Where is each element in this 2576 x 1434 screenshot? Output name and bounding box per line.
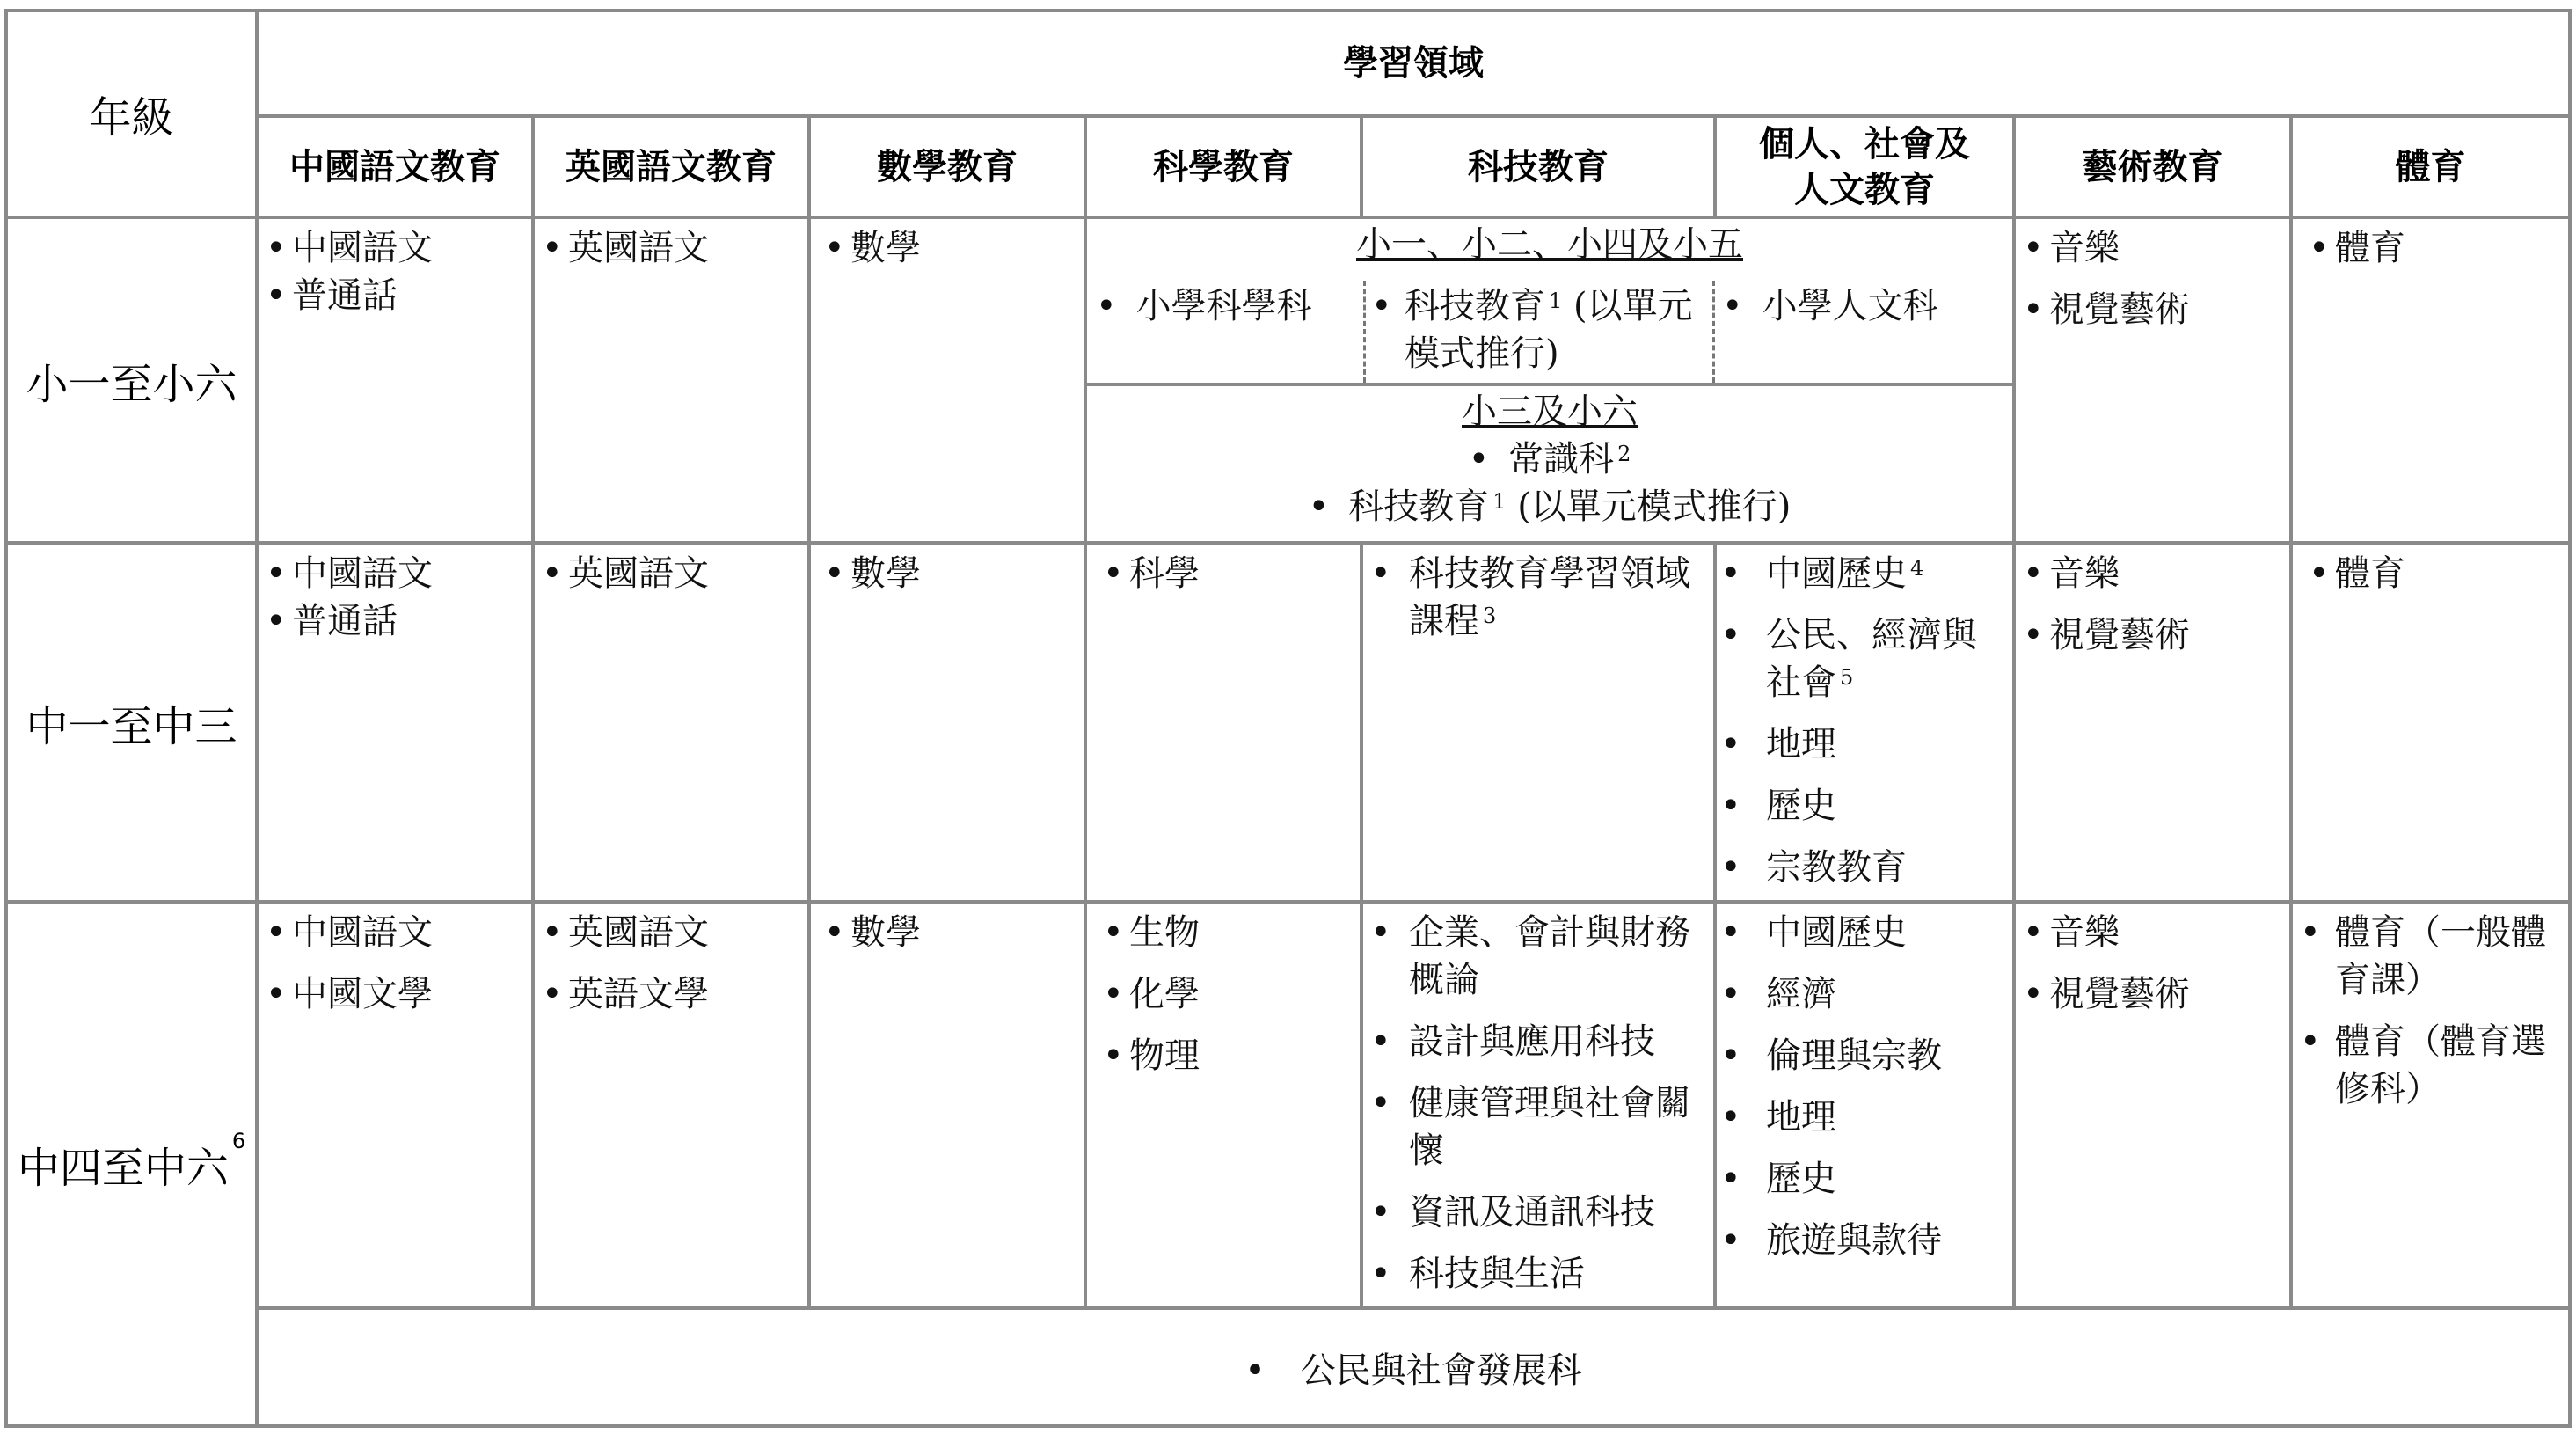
list-item-text: 音樂 <box>2049 228 2120 268</box>
bullet: • <box>1103 553 1124 594</box>
p-math-cell <box>809 217 1085 543</box>
list-item-text: 健康管理與社會關 <box>1409 1083 1690 1123</box>
list-item <box>1720 1148 2012 1210</box>
list-item-text: 英語文學 <box>568 974 709 1014</box>
bullet: • <box>2023 974 2044 1014</box>
list-item-text: 體育 <box>2335 553 2405 594</box>
list-item-text: 歷史 <box>1766 786 1836 826</box>
bullet: • <box>1720 974 1741 1014</box>
bullet: • <box>1103 912 1124 953</box>
list-item-text: 科技教育學習領域 <box>1409 553 1690 594</box>
bullet: • <box>1720 786 1741 826</box>
list-item <box>2300 1018 2568 1113</box>
footnote-ref: 1 <box>1549 289 1563 313</box>
domain-header-arts <box>2014 116 2291 217</box>
list-item <box>1370 1189 1713 1236</box>
list-item-text: 中國語文 <box>292 912 433 953</box>
domain-header-science <box>1085 116 1361 217</box>
domain-header-science-label: 科學教育 <box>1153 146 1294 187</box>
domain-header-english <box>533 116 809 217</box>
bullet: • <box>1720 615 1741 655</box>
domain-title: 學習領域 <box>1343 43 1484 84</box>
bullet: • <box>1722 286 1743 326</box>
p-tech-text: 科技教育 <box>1405 286 1545 326</box>
s13-math-cell <box>809 543 1085 902</box>
domain-header-chinese <box>257 116 533 217</box>
s46-csd-text: 公民與社會發展科 <box>1300 1350 1582 1391</box>
s13-humanities-cell <box>1715 543 2014 902</box>
p-group-b-title: 小三及小六 <box>1462 391 1638 432</box>
s46-chinese-list <box>266 902 531 1025</box>
list-item-text: 物理 <box>1129 1035 1200 1076</box>
s46-science-list <box>1103 902 1360 1086</box>
s46-arts-list <box>2023 902 2289 1025</box>
p-science-item <box>1096 282 1360 330</box>
p-gs-text: 常識科 <box>1508 439 1615 479</box>
bullet: • <box>266 275 287 316</box>
list-item-text: 中國語文 <box>292 228 433 268</box>
p-group-b-cell <box>1085 384 2014 543</box>
list-item-text: 中國歷史 <box>1766 912 1907 953</box>
grade-s1-s3: 中一至中三 <box>26 701 237 751</box>
list-item <box>1720 963 2012 1025</box>
p-group-a-cell <box>1085 217 2014 384</box>
bullet: • <box>1244 1350 1266 1391</box>
list-item <box>1720 902 2012 963</box>
list-item-text: 生物 <box>1129 912 1200 953</box>
list-item <box>542 224 807 272</box>
list-item <box>1720 1025 2012 1086</box>
bullet: • <box>1720 724 1741 765</box>
s46-math-list <box>824 909 1084 956</box>
list-item-text-line2: 概論 <box>1409 960 1479 1000</box>
list-item <box>824 909 1084 956</box>
list-item-text: 地理 <box>1766 1097 1836 1138</box>
list-item-text: 視覺藝術 <box>2049 289 2190 330</box>
domain-header-arts-label: 藝術教育 <box>2082 146 2223 187</box>
s13-pe-cell <box>2291 543 2570 902</box>
list-item-text: 公民、經濟與 <box>1766 615 1977 655</box>
bullet: • <box>2023 615 2044 655</box>
bullet: • <box>1468 439 1490 479</box>
bullet: • <box>1370 1021 1391 1062</box>
footnote-ref: 3 <box>1483 604 1497 628</box>
s13-science-list <box>1103 550 1360 597</box>
bullet: • <box>824 912 845 953</box>
list-item <box>2023 279 2289 340</box>
list-item <box>1103 963 1360 1025</box>
list-item-text: 體育 <box>2335 228 2405 268</box>
s46-tech-list <box>1370 909 1713 1298</box>
list-item <box>1370 1018 1713 1065</box>
list-item-text: 旅遊與款待 <box>1766 1220 1942 1261</box>
list-item <box>824 224 1084 272</box>
s46-humanities-cell <box>1715 902 2014 1308</box>
list-item <box>266 272 531 319</box>
bullet: • <box>1370 1254 1391 1294</box>
s46-pe-cell <box>2291 902 2570 1308</box>
bullet: • <box>266 974 287 1014</box>
domain-header-technology <box>1361 116 1715 217</box>
bullet: • <box>1720 847 1741 888</box>
list-item <box>2023 217 2289 279</box>
list-item-text: 中國歷史 <box>1766 553 1907 594</box>
s46-english-cell <box>533 902 809 1308</box>
list-item <box>542 963 807 1025</box>
list-item-text: 視覺藝術 <box>2049 974 2190 1014</box>
bullet: • <box>2023 912 2044 953</box>
bullet: • <box>824 228 845 268</box>
domain-header-pshe-line2: 人文教育 <box>1794 169 1935 210</box>
footnote-ref: 2 <box>1617 442 1631 466</box>
grade-p1-p6: 小一至小六 <box>26 359 237 409</box>
bullet: • <box>1096 286 1117 326</box>
p-tech-text-line2: 模式推行) <box>1405 333 1559 374</box>
list-item-text: 體育（一般體 <box>2335 912 2546 953</box>
list-item <box>542 902 807 963</box>
p-science-text: 小學科學科 <box>1135 286 1312 326</box>
list-item-text: 宗教教育 <box>1766 847 1907 888</box>
list-item <box>266 597 531 645</box>
list-item <box>1103 1025 1360 1086</box>
bullet: • <box>266 601 287 641</box>
list-item-text: 經濟 <box>1766 974 1836 1014</box>
p-arts-list <box>2023 217 2289 340</box>
domain-header-english-label: 英國語文教育 <box>566 146 777 187</box>
s46-arts-cell <box>2014 902 2291 1308</box>
bullet: • <box>1720 553 1741 594</box>
p-humanities-item <box>1722 282 2003 330</box>
s46-csd-cell <box>257 1308 2570 1426</box>
list-item-text: 普通話 <box>292 601 398 641</box>
domain-header-chinese-label: 中國語文教育 <box>289 146 500 187</box>
domain-header-pshe <box>1715 116 2014 217</box>
list-item-text: 音樂 <box>2049 912 2120 953</box>
s13-chinese-list <box>266 550 531 645</box>
list-item <box>1720 844 2012 891</box>
list-item-text: 歷史 <box>1766 1159 1836 1199</box>
domain-header-math-label: 數學教育 <box>877 146 1018 187</box>
list-item-text-line2: 育課） <box>2335 960 2441 1000</box>
bullet: • <box>1720 1159 1741 1199</box>
list-item-text: 中國語文 <box>292 553 433 594</box>
list-item-text: 英國語文 <box>568 912 709 953</box>
list-item <box>2023 902 2289 963</box>
bullet: • <box>1720 1097 1741 1138</box>
list-item <box>2023 963 2289 1025</box>
list-item <box>824 550 1084 597</box>
list-item-text-line2: 懷 <box>1409 1130 1444 1171</box>
s13-arts-cell <box>2014 543 2291 902</box>
list-item-text-line2: 社會 <box>1766 662 1836 703</box>
domain-title-cell <box>257 11 2570 116</box>
list-item-text: 視覺藝術 <box>2049 615 2190 655</box>
p-english-list <box>542 224 807 272</box>
list-item <box>1720 611 2012 706</box>
list-item-text: 化學 <box>1129 974 1200 1014</box>
s13-english-cell <box>533 543 809 902</box>
list-item <box>1370 909 1713 1004</box>
bullet: • <box>542 553 563 594</box>
footnote-ref: 4 <box>1910 556 1924 581</box>
list-item-text: 資訊及通訊科技 <box>1409 1192 1655 1233</box>
list-item-text: 企業、會計與財務 <box>1409 912 1690 953</box>
list-item <box>1370 1250 1713 1298</box>
bullet: • <box>2309 228 2330 268</box>
list-item-text: 音樂 <box>2049 553 2120 594</box>
list-item-text: 數學 <box>850 912 921 953</box>
bullet: • <box>2309 553 2330 594</box>
list-item <box>1720 721 2012 768</box>
bullet: • <box>2023 289 2044 330</box>
list-item <box>2023 543 2289 604</box>
p-chinese-list <box>266 224 531 319</box>
s46-humanities-list <box>1720 902 2012 1271</box>
list-item-text: 科技與生活 <box>1409 1254 1585 1294</box>
p-math-list <box>824 224 1084 272</box>
s46-english-list <box>542 902 807 1025</box>
bullet: • <box>1370 1192 1391 1233</box>
list-item <box>1370 1079 1713 1174</box>
domain-header-pe <box>2291 116 2570 217</box>
domain-header-math <box>809 116 1085 217</box>
list-item <box>2023 604 2289 666</box>
list-item-text: 英國語文 <box>568 228 709 268</box>
bullet: • <box>1370 912 1391 953</box>
grade-s4-s6 <box>17 1128 246 1195</box>
s46-csd-item <box>1244 1343 1582 1393</box>
list-item <box>1720 1086 2012 1148</box>
list-item-text: 數學 <box>850 553 921 594</box>
bullet: • <box>1370 553 1391 594</box>
grade-s4-s6-cell <box>6 902 257 1426</box>
list-item-text: 普通話 <box>292 275 398 316</box>
s13-science-cell <box>1085 543 1361 902</box>
list-item-text-line2: 修科） <box>2335 1069 2441 1109</box>
bullet: • <box>1308 487 1330 527</box>
bullet: • <box>1371 286 1392 326</box>
list-item <box>1720 550 2012 597</box>
p-gs-tech-text: 科技教育 <box>1348 487 1490 527</box>
list-item-text-line2: 課程 <box>1409 601 1479 641</box>
p-gs-tech-item <box>1087 483 2012 530</box>
list-item <box>542 550 807 597</box>
list-item <box>1103 902 1360 963</box>
domain-header-technology-label: 科技教育 <box>1468 146 1609 187</box>
list-item <box>1720 782 2012 830</box>
footnote-ref: 6 <box>231 1128 246 1153</box>
bullet: • <box>1720 1035 1741 1076</box>
bullet: • <box>1720 912 1741 953</box>
p-gs-item <box>1087 435 2012 483</box>
bullet: • <box>1103 974 1124 1014</box>
p-humanities-text: 小學人文科 <box>1762 286 1938 326</box>
grade-header-cell <box>6 11 257 217</box>
list-item <box>266 902 531 963</box>
list-item-text: 體育（體育選 <box>2335 1021 2546 1062</box>
bullet: • <box>542 228 563 268</box>
bullet: • <box>1103 1035 1124 1076</box>
s46-tech-cell <box>1361 902 1715 1308</box>
list-item <box>1720 1210 2012 1271</box>
list-item-text: 倫理與宗教 <box>1766 1035 1942 1076</box>
s46-chinese-cell <box>257 902 533 1308</box>
bullet: • <box>542 974 563 1014</box>
domain-header-pe-label: 體育 <box>2395 146 2466 187</box>
s13-humanities-list <box>1720 550 2012 891</box>
bullet: • <box>1720 1220 1741 1261</box>
bullet: • <box>824 553 845 594</box>
list-item-text: 數學 <box>850 228 921 268</box>
s13-tech-list <box>1370 550 1713 645</box>
list-item <box>2300 909 2568 1004</box>
list-item <box>2309 224 2568 272</box>
grade-s1-s3-cell <box>6 543 257 902</box>
p-pe-cell <box>2291 217 2570 543</box>
list-item <box>266 224 531 272</box>
p-arts-cell <box>2014 217 2291 543</box>
p-english-cell <box>533 217 809 543</box>
s13-chinese-cell <box>257 543 533 902</box>
grade-header: 年級 <box>89 93 174 143</box>
footnote-ref: 1 <box>1492 489 1507 514</box>
bullet: • <box>2023 553 2044 594</box>
list-item-text: 中國文學 <box>292 974 433 1014</box>
p-chinese-cell <box>257 217 533 543</box>
p-pe-list <box>2309 224 2568 272</box>
list-item <box>1103 550 1360 597</box>
s46-pe-list <box>2300 909 2568 1113</box>
list-item <box>266 550 531 597</box>
s13-english-list <box>542 550 807 597</box>
bullet: • <box>542 912 563 953</box>
grade-p1-p6-cell <box>6 217 257 543</box>
s46-science-cell <box>1085 902 1361 1308</box>
p-tech-item <box>1363 281 1715 383</box>
p-gs-tech-rest: (以單元模式推行) <box>1517 487 1792 527</box>
bullet: • <box>2023 228 2044 268</box>
footnote-ref: 5 <box>1840 665 1854 690</box>
bullet: • <box>2300 912 2321 953</box>
bullet: • <box>266 228 287 268</box>
bullet: • <box>2300 1021 2321 1062</box>
domain-header-pshe-line1: 個人、社會及 <box>1759 123 1970 165</box>
s46-math-cell <box>809 902 1085 1308</box>
grade-s4-s6-text: 中四至中六 <box>17 1143 229 1193</box>
list-item-text: 地理 <box>1766 724 1836 765</box>
p-group-a-title: 小一、小二、小四及小五 <box>1356 224 1743 265</box>
s13-arts-list <box>2023 543 2289 666</box>
list-item-text: 科學 <box>1129 553 1200 594</box>
list-item <box>2309 550 2568 597</box>
bullet: • <box>266 912 287 953</box>
bullet: • <box>1370 1083 1391 1123</box>
list-item-text: 設計與應用科技 <box>1409 1021 1655 1062</box>
list-item <box>1370 550 1713 645</box>
p-tech-text-rest: (以單元 <box>1573 286 1693 326</box>
list-item <box>266 963 531 1025</box>
s13-pe-list <box>2309 550 2568 597</box>
s13-math-list <box>824 550 1084 597</box>
list-item-text: 英國語文 <box>568 553 709 594</box>
s13-tech-cell <box>1361 543 1715 902</box>
bullet: • <box>266 553 287 594</box>
